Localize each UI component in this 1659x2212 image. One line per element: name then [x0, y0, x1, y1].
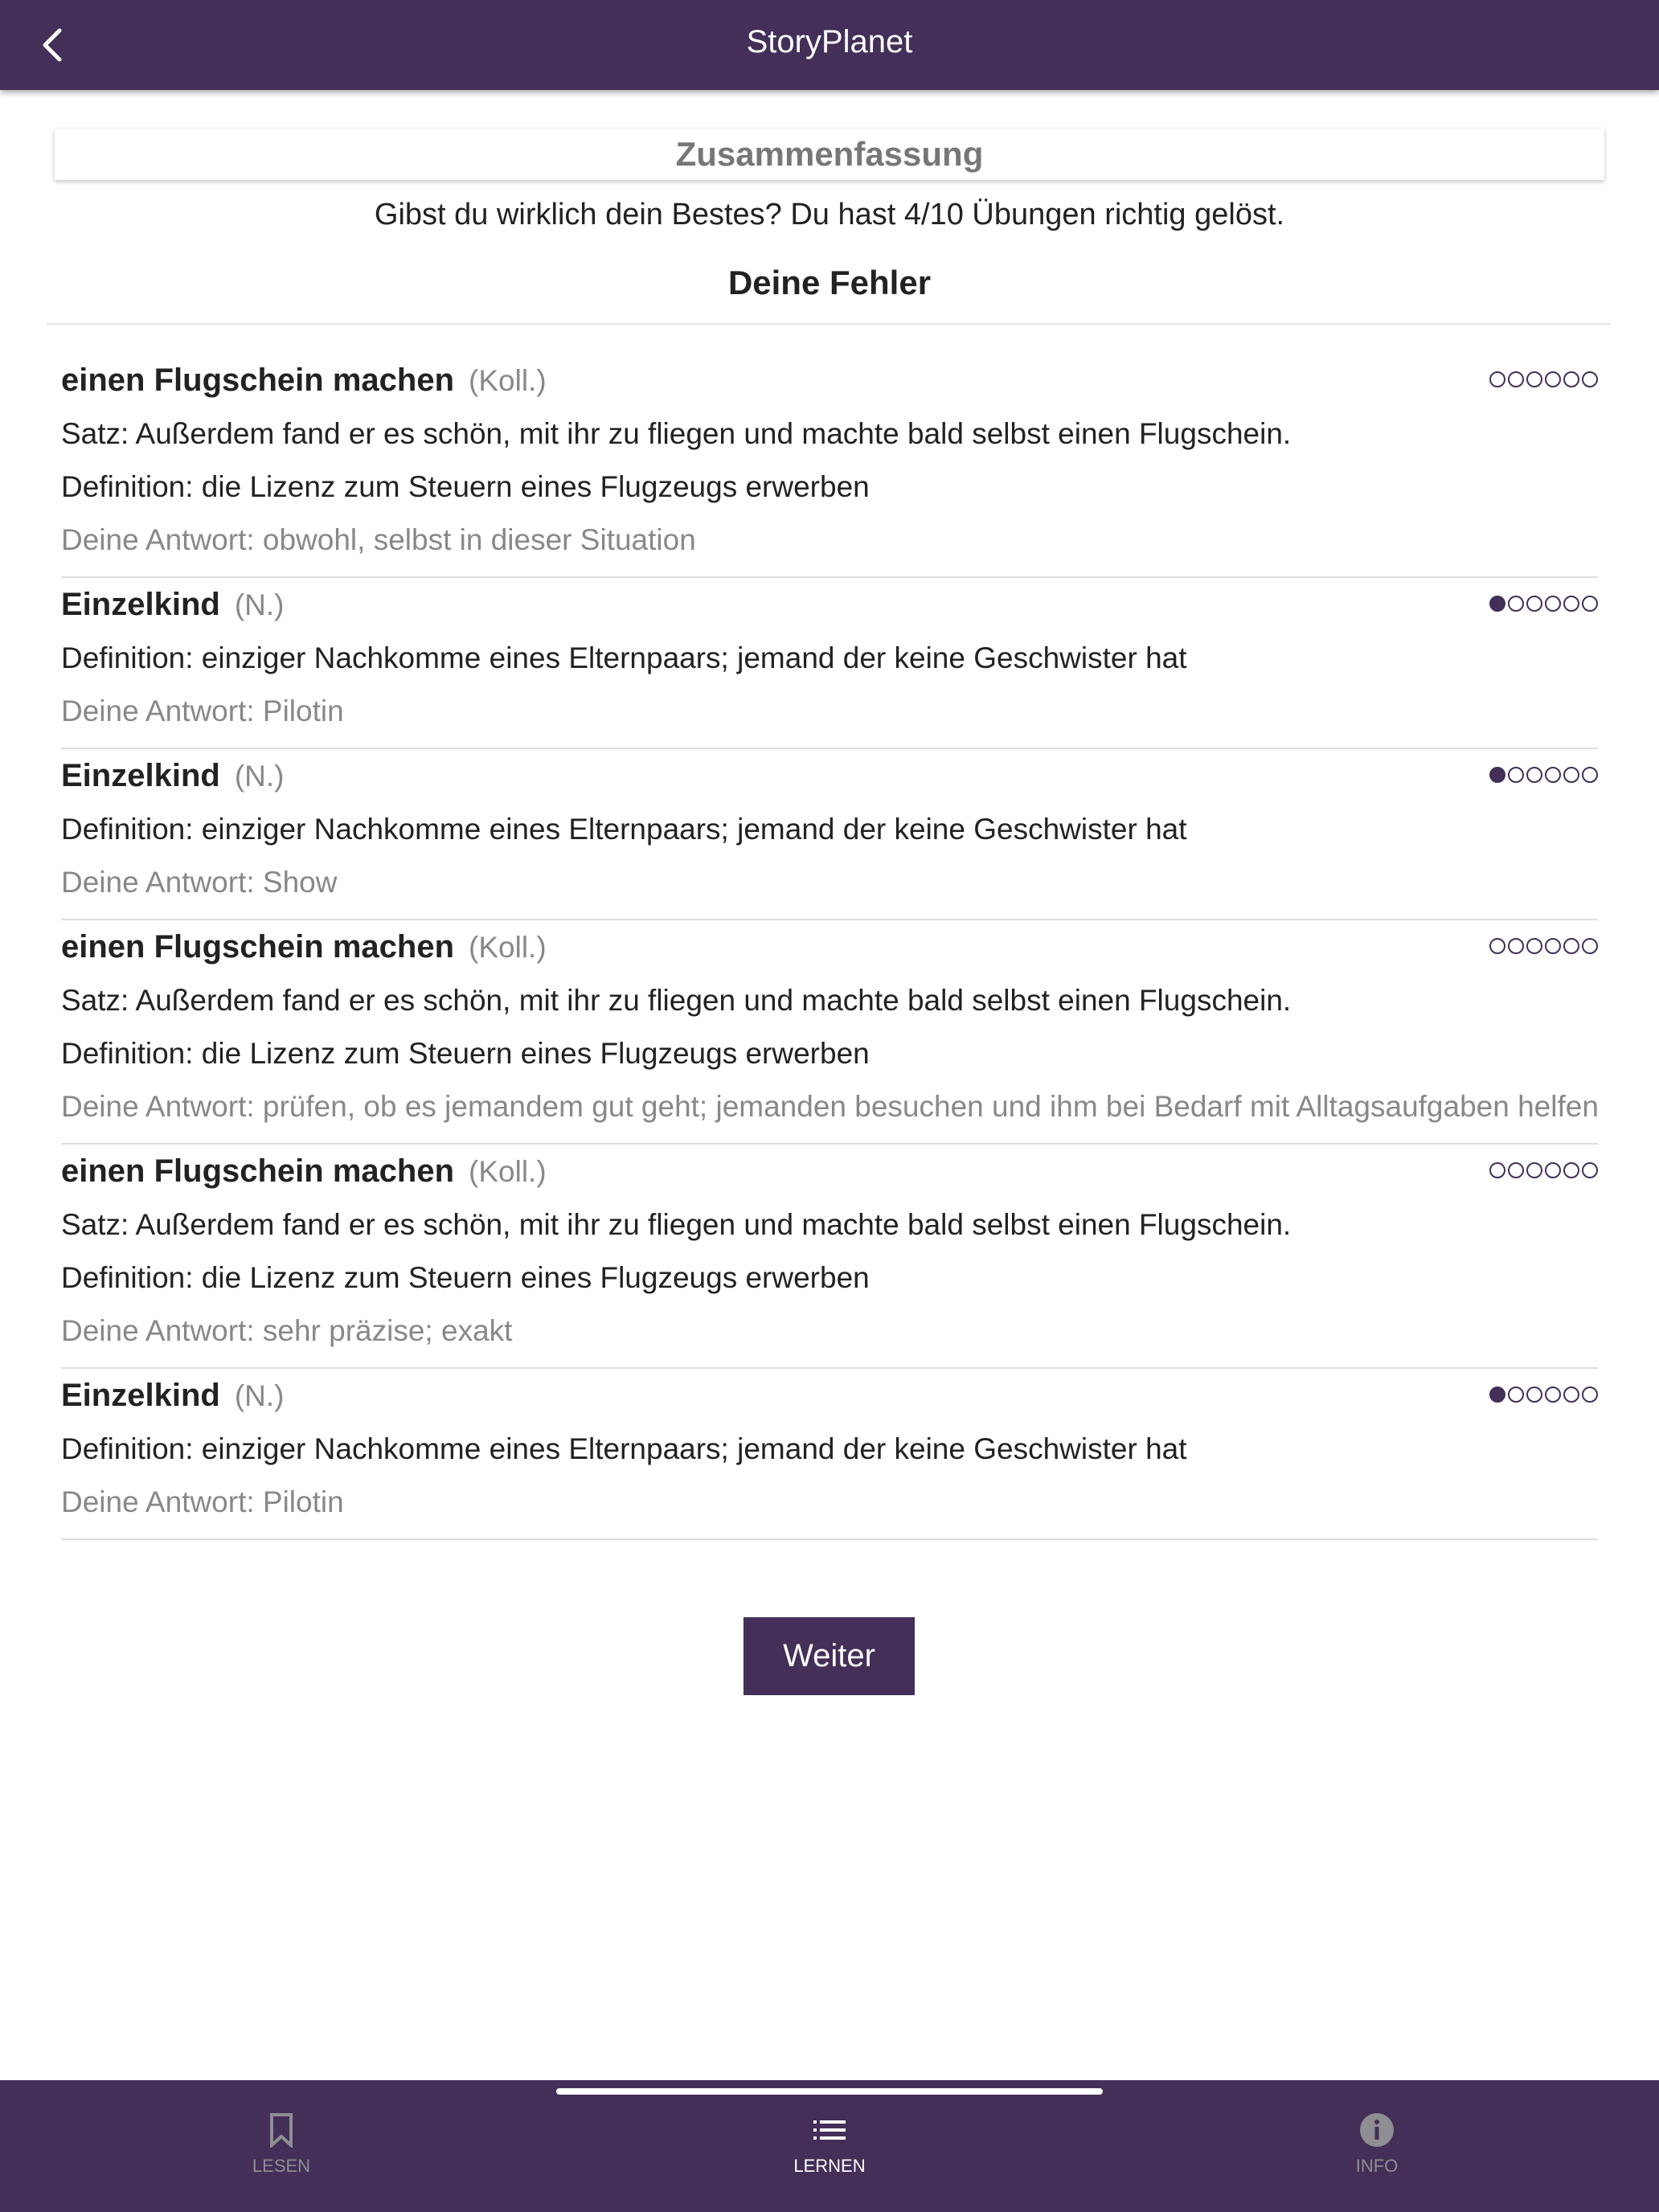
entry-term: Einzelkind [61, 587, 220, 622]
progress-dots [1489, 1387, 1598, 1403]
entry-detail: Definition: die Lizenz zum Steuern eines Flugzeugs erwerben [61, 1261, 870, 1294]
empty-dot-icon [1545, 938, 1561, 954]
entry-pos: (N.) [234, 588, 285, 621]
progress-dots [1489, 767, 1598, 783]
entry-term: einen Flugschein machen [61, 929, 455, 965]
empty-dot-icon [1545, 371, 1561, 387]
entry-heading [61, 578, 1598, 632]
empty-dot-icon [1563, 938, 1579, 954]
empty-dot-icon [1489, 938, 1505, 954]
mistake-entry [61, 920, 1598, 1145]
tab-info[interactable] [1296, 2112, 1457, 2177]
empty-dot-icon [1508, 1162, 1524, 1178]
info-icon [1359, 2112, 1395, 2148]
empty-dot-icon [1582, 767, 1598, 783]
summary-text: Gibst du wirklich dein Bestes? Du hast 4/10 Übungen richtig gelöst. [374, 198, 1285, 231]
filled-dot-icon [1489, 767, 1505, 783]
entry-detail: Satz: Außerdem fand er es schön, mit ihr zu fliegen und machte bald selbst einen Flugschein. [61, 1208, 1292, 1241]
empty-dot-icon [1526, 1162, 1542, 1178]
entry-detail: Definition: einziger Nachkomme eines Elternpaars; jemand der keine Geschwister hat [61, 1432, 1187, 1465]
entry-heading [61, 920, 1598, 974]
filled-dot-icon [1489, 596, 1505, 612]
entry-pos: (N.) [234, 1379, 285, 1412]
entry-pos: (N.) [234, 760, 285, 793]
bookmark-icon [265, 2112, 297, 2148]
entry-detail: Definition: einziger Nachkomme eines Elternpaars; jemand der keine Geschwister hat [61, 641, 1187, 674]
entry-answer: Deine Antwort: Show [61, 866, 338, 899]
entry-detail: Definition: die Lizenz zum Steuern eines Flugzeugs erwerben [61, 470, 870, 503]
empty-dot-icon [1563, 371, 1579, 387]
empty-dot-icon [1489, 1162, 1505, 1178]
progress-dots [1489, 596, 1598, 612]
mistake-entry [61, 1369, 1598, 1540]
home-indicator[interactable] [556, 2088, 1103, 2095]
empty-dot-icon [1563, 767, 1579, 783]
entry-heading [61, 749, 1598, 803]
entry-detail: Satz: Außerdem fand er es schön, mit ihr zu fliegen und machte bald selbst einen Flugschein. [61, 417, 1292, 450]
mistake-entry [61, 354, 1598, 578]
entry-answer: Deine Antwort: Pilotin [61, 1485, 344, 1518]
mistake-entry [61, 1145, 1598, 1369]
entry-detail: Definition: die Lizenz zum Steuern eines Flugzeugs erwerben [61, 1037, 870, 1070]
progress-dots [1489, 371, 1598, 387]
tab-label: LESEN [252, 2156, 311, 2176]
entry-answer: Deine Antwort: obwohl, selbst in dieser Situation [61, 523, 696, 556]
empty-dot-icon [1563, 1162, 1579, 1178]
filled-dot-icon [1489, 1387, 1505, 1403]
entry-heading [61, 354, 1598, 408]
empty-dot-icon [1582, 1162, 1598, 1178]
empty-dot-icon [1582, 938, 1598, 954]
empty-dot-icon [1526, 767, 1542, 783]
entry-detail: Satz: Außerdem fand er es schön, mit ihr zu fliegen und machte bald selbst einen Flugschein. [61, 984, 1292, 1017]
empty-dot-icon [1526, 1387, 1542, 1403]
errors-heading: Deine Fehler [727, 264, 932, 301]
mistake-entry [61, 749, 1598, 920]
progress-dots [1489, 938, 1598, 954]
empty-dot-icon [1489, 371, 1505, 387]
empty-dot-icon [1582, 1387, 1598, 1403]
empty-dot-icon [1545, 1162, 1561, 1178]
empty-dot-icon [1508, 371, 1524, 387]
entry-term: einen Flugschein machen [61, 1153, 455, 1189]
entry-answer: Deine Antwort: sehr präzise; exakt [61, 1314, 513, 1347]
entry-heading [61, 1145, 1598, 1198]
entry-pos: (Koll.) [469, 364, 547, 397]
empty-dot-icon [1563, 596, 1579, 612]
entry-detail: Definition: einziger Nachkomme eines Elternpaars; jemand der keine Geschwister hat [61, 813, 1187, 846]
entry-term: Einzelkind [61, 758, 220, 793]
entry-pos: (Koll.) [469, 1155, 547, 1188]
summary-title: Zusammenfassung [55, 129, 1604, 180]
entry-answer: Deine Antwort: Pilotin [61, 694, 344, 727]
empty-dot-icon [1508, 596, 1524, 612]
continue-practice-button[interactable]: Weiter üben [743, 1617, 915, 1695]
empty-dot-icon [1508, 1387, 1524, 1403]
empty-dot-icon [1526, 596, 1542, 612]
divider [47, 323, 1611, 325]
empty-dot-icon [1545, 596, 1561, 612]
progress-dots [1489, 1162, 1598, 1178]
empty-dot-icon [1545, 1387, 1561, 1403]
mistakes-list [61, 354, 1598, 1540]
empty-dot-icon [1582, 371, 1598, 387]
tab-lesen[interactable] [201, 2112, 362, 2177]
empty-dot-icon [1582, 596, 1598, 612]
empty-dot-icon [1526, 938, 1542, 954]
entry-answer: Deine Antwort: prüfen, ob es jemandem gut geht; jemanden besuchen und ihm bei Bedarf mit Alltagsaufgaben helfen [61, 1090, 1599, 1123]
app-title: StoryPlanet [746, 24, 913, 59]
tab-label: INFO [1355, 2156, 1399, 2176]
empty-dot-icon [1508, 767, 1524, 783]
mistake-entry [61, 578, 1598, 749]
list-icon [812, 2112, 847, 2148]
entry-term: einen Flugschein machen [61, 363, 455, 398]
entry-pos: (Koll.) [469, 931, 547, 964]
empty-dot-icon [1526, 371, 1542, 387]
empty-dot-icon [1563, 1387, 1579, 1403]
entry-term: Einzelkind [61, 1378, 220, 1413]
empty-dot-icon [1508, 938, 1524, 954]
tab-label: LERNEN [793, 2156, 866, 2176]
tab-bar [0, 2080, 1659, 2212]
app-header [0, 0, 1659, 90]
empty-dot-icon [1545, 767, 1561, 783]
tab-lernen[interactable] [749, 2112, 910, 2177]
entry-heading [61, 1369, 1598, 1423]
